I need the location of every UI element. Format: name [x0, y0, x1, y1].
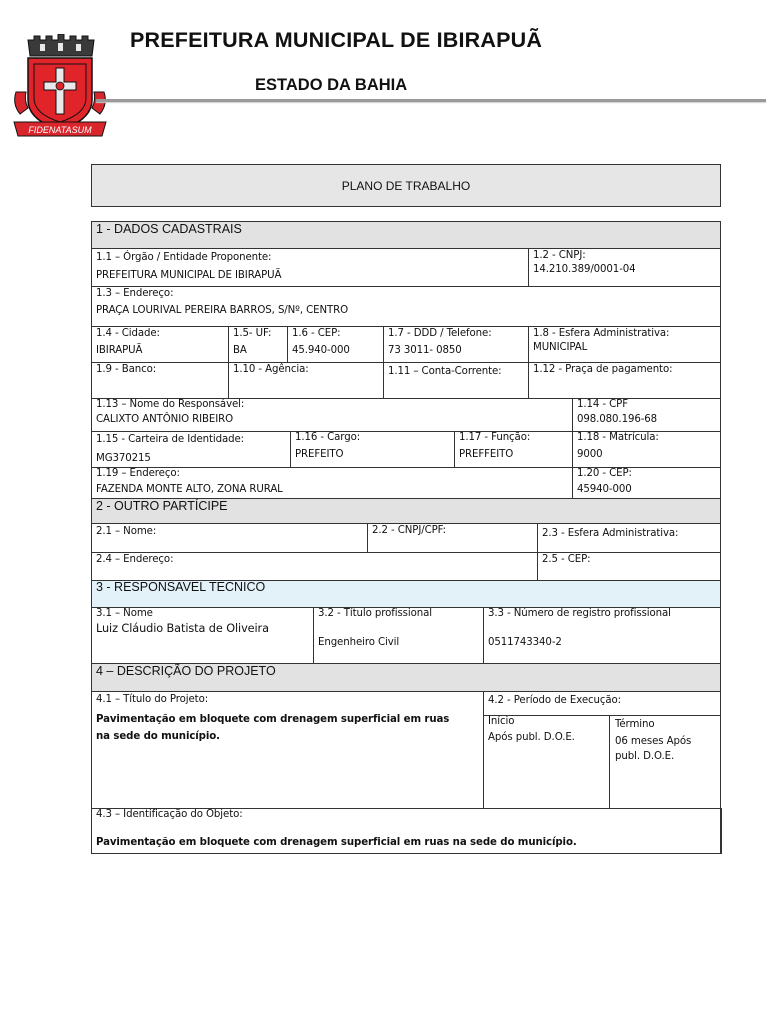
field-agencia: 1.10 - Agência:: [229, 363, 384, 399]
field-esfera: 1.8 - Esfera Administrativa: MUNICIPAL: [529, 327, 720, 363]
field-termino: Término 06 meses Após publ. D.O.E.: [610, 716, 720, 809]
field-cpf: 1.14 - CPF 098.080.196-68: [573, 399, 720, 432]
field-cep-responsavel: 1.20 - CEP: 45940-000: [573, 468, 720, 499]
field-cidade: 1.4 - Cidade: IBIRAPUÃ: [92, 327, 229, 363]
field-endereco: 1.3 – Endereço: PRAÇA LOURIVAL PEREIRA BARROS, S/Nº, CENTRO: [92, 287, 720, 327]
field-praca-pagamento: 1.12 - Praça de pagamento:: [529, 363, 720, 399]
field-inicio: Início Após publ. D.O.E.: [484, 716, 610, 809]
projeto-titulo-line-1: Pavimentação em bloquete com drenagem superficial em ruas: [96, 714, 450, 725]
header-divider: [96, 99, 766, 102]
field-projeto-titulo: 4.1 – Título do Projeto: Pavimentação em bloquete com drenagem superficial em ruas na sede do município.: [92, 692, 484, 809]
field-participe-endereco: 2.4 – Endereço:: [92, 553, 538, 581]
work-plan-form: [91, 221, 721, 854]
field-conta-corrente: 1.11 – Conta-Corrente:: [384, 363, 529, 399]
field-matricula: 1.18 - Matrícula: 9000: [573, 432, 720, 468]
field-uf: 1.5- UF: BA: [229, 327, 288, 363]
field-participe-nome: 2.1 – Nome:: [92, 524, 368, 553]
field-participe-cnpj-cpf: 2.2 - CNPJ/CPF:: [368, 524, 538, 553]
field-identificacao-objeto: 4.3 – Identificação do Objeto: Pavimentação em bloquete com drenagem superficial em ruas na sede do município.: [91, 808, 722, 854]
projeto-titulo-line-2: na sede do município.: [96, 731, 220, 742]
field-responsavel: 1.13 – Nome do Responsável: CALIXTO ANTÔNIO RIBEIRO: [92, 399, 573, 432]
section-4-heading: 4 – DESCRIÇÃO DO PROJETO: [92, 664, 720, 692]
field-participe-esfera: 2.3 - Esfera Administrativa:: [538, 524, 720, 553]
field-cnpj: 1.2 - CNPJ: 14.210.389/0001-04: [529, 249, 720, 287]
municipal-coat-of-arms: [10, 34, 110, 144]
svg-text:FIDENATASUM: FIDENATASUM: [28, 125, 92, 135]
section-1-heading: 1 - DADOS CADASTRAIS: [92, 222, 720, 249]
field-funcao: 1.17 - Função: PREFFEITO: [455, 432, 573, 468]
field-orgao: 1.1 – Órgão / Entidade Proponente: PREFEITURA MUNICIPAL DE IBIRAPUÃ: [92, 249, 529, 287]
section-2-heading: 2 - OUTRO PARTÍCIPE: [92, 499, 720, 524]
field-tecnico-titulo: 3.2 - Título profissional Engenheiro Civil: [314, 608, 484, 664]
field-tecnico-nome: 3.1 – Nome Luiz Cláudio Batista de Oliveira: [92, 608, 314, 664]
field-cargo: 1.16 - Cargo: PREFEITO: [291, 432, 455, 468]
field-participe-cep: 2.5 - CEP:: [538, 553, 720, 581]
field-cep: 1.6 - CEP: 45.940-000: [288, 327, 384, 363]
field-endereco-responsavel: 1.19 – Endereço: FAZENDA MONTE ALTO, ZONA RURAL: [92, 468, 573, 499]
field-identidade: 1.15 - Carteira de Identidade: MG370215: [92, 432, 291, 468]
plano-title-box: [91, 164, 721, 207]
field-telefone: 1.7 - DDD / Telefone: 73 3011- 0850: [384, 327, 529, 363]
header-subtitle: ESTADO DA BAHIA: [255, 76, 408, 94]
header-title: PREFEITURA MUNICIPAL DE IBIRAPUÃ: [130, 28, 543, 52]
plano-title: PLANO DE TRABALHO: [341, 178, 471, 193]
field-banco: 1.9 - Banco:: [92, 363, 229, 399]
field-periodo-execucao: 4.2 - Período de Execução:: [484, 692, 720, 716]
field-tecnico-registro: 3.3 - Número de registro profissional 0511743340-2: [484, 608, 720, 664]
section-3-heading: 3 - RESPONSAVEL TECNICO: [92, 581, 720, 608]
